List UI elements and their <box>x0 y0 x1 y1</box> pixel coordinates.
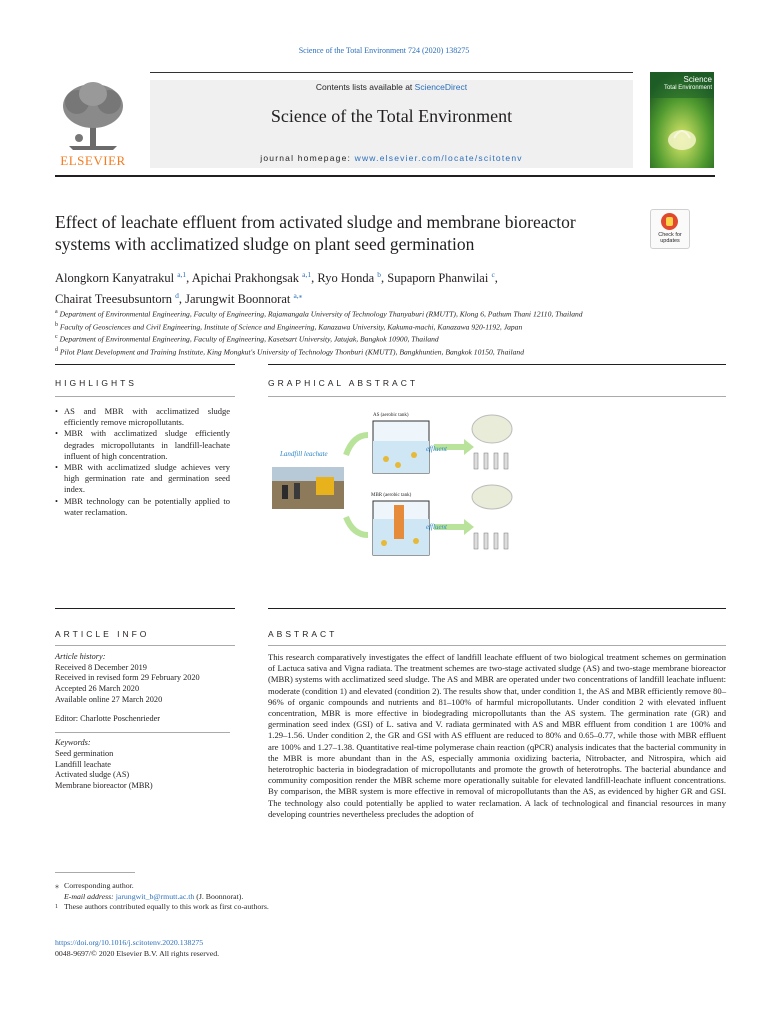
as-tank-label: AS (aerobic tank) <box>373 413 409 418</box>
email-label: E-mail address: <box>64 891 116 901</box>
equal-contribution-text: These authors contributed equally to this work as first co-authors. <box>64 902 269 911</box>
landfill-label: Landfill leachate <box>280 450 328 458</box>
affiliation-list <box>55 307 715 357</box>
email-suffix: (J. Boonnorat). <box>194 891 244 901</box>
cover-title-1: Science <box>683 75 712 84</box>
keyword-item: Activated sludge (AS) <box>55 770 130 780</box>
crossmark-icon <box>661 213 678 230</box>
author-name[interactable]: Alongkorn Kanyatrakul <box>55 271 175 286</box>
sciencedirect-link[interactable]: ScienceDirect <box>414 82 468 92</box>
corresponding-author-text: Corresponding author. <box>64 881 134 890</box>
author-name[interactable]: Chairat Treesubsuntorn <box>55 292 173 307</box>
check-badge-line2: updates <box>660 238 680 244</box>
graphical-abstract-image <box>268 405 538 570</box>
affiliation-text: Faculty of Geosciences and Civil Engineering, Institute of Science and Engineering, Kanazawa University, Kakuma-machi, Kanazawa 920-1192, Japan <box>59 322 523 332</box>
keyword-item: Membrane bioreactor (MBR) <box>55 781 153 791</box>
graphical-abstract-top-rule <box>268 364 726 365</box>
keyword-item: Landfill leachate <box>55 759 111 769</box>
history-item: Available online 27 March 2020 <box>55 694 163 704</box>
abstract-top-rule <box>268 608 726 609</box>
author-name[interactable]: Supaporn Phanwilai <box>387 271 489 286</box>
elsevier-logo <box>55 78 131 166</box>
affiliation-mark: d <box>55 346 58 353</box>
highlights-list <box>55 406 230 518</box>
author-affiliation-mark[interactable]: b <box>377 270 382 279</box>
contents-prefix: Contents lists available at <box>315 82 415 92</box>
affiliation-text: Pilot Plant Development and Training Institute, King Mongkut's University of Technology Thonburi (KMUTT), Bangkhuntien, Bangkok 10150, Thailand <box>59 347 525 357</box>
masthead-top-rule <box>150 72 633 73</box>
corresponding-author-note <box>55 881 455 892</box>
highlights-sub-rule <box>55 396 235 397</box>
author-affiliation-mark[interactable]: c <box>491 270 495 279</box>
article-info-sub-rule <box>55 645 235 646</box>
history-item: Accepted 26 March 2020 <box>55 684 140 694</box>
author-name[interactable]: Ryo Honda <box>317 271 375 286</box>
affiliation-mark: a <box>55 309 58 315</box>
doi-link[interactable]: https://doi.org/10.1016/j.scitotenv.2020.138275 <box>55 938 204 947</box>
homepage-line <box>150 153 633 163</box>
effluent-label: effluent <box>426 523 447 531</box>
keywords-label: Keywords: <box>55 738 91 748</box>
author-affiliation-mark[interactable]: a,⁎ <box>293 291 303 301</box>
footnote-mark: ⁎ <box>55 881 59 890</box>
affiliation-item <box>55 332 715 345</box>
effluent-label: effluent <box>426 445 447 453</box>
publisher-wordmark: ELSEVIER <box>60 153 126 168</box>
affiliation-mark: b <box>55 321 58 328</box>
footnote-rule <box>55 872 135 873</box>
page-footer <box>55 938 455 959</box>
article-info-heading: ARTICLE INFO <box>55 629 150 639</box>
affiliation-mark: c <box>55 334 58 341</box>
mbr-tank-label: MBR (aerobic tank) <box>371 493 412 498</box>
highlights-heading: HIGHLIGHTS <box>55 378 137 388</box>
copyright-line: 0048-9697/© 2020 Elsevier B.V. All rights reserved. <box>55 948 220 958</box>
abstract-body: This research comparatively investigates the effect of landfill leachate effluent of two biological treatment schemes on germination of Lactuca sativa and Vigna radiata. The treatment schemes are two-stage activated sludge (AS) and two-stage membrane bioreactor (MBR) systems with acclimatized seed sludge. The AS and MBR are operated under two concentrations of landfill leachate influent: moderate (condition 1) and elevated (condition 2). The results show that, under condition 1, the AS and MBR efficiently remove 80–96% of organic compounds and nutrients and 81–100% of harmful micropollutants. Under condition 2 with elevated influent concentration, MBR is more effective in biodegrading micropollutants than the AS system. The germination rate (GR) and germination seed index (GSI) of L. sativa and V. radiata germinated with AS and MBR effluent from condition 1 are 100% and 1.29–1.56. Under condition 2, the GR and GSI with AS effluent are reduced to 80% and 0.65–0.77, while those with MBR effluent are 100% and 1.27–1.38. Quantitative real-time polymerase chain reaction (qPCR) analysis indicates that the bacterial community in the MBR is more abundant than in the AS, especially ammonia oxidizing bacteria, Nitrobacter, and Nitrospira, which aid heterotrophic bacteria in biodegradation of micropollutants and promote the growth of heterotrophs. The bacterial abundance and community composition render the MBR scheme more operationally suitable for elevated landfill-leachate influent concentrations. By comparison, the MBR system is more effective in removal of micropollutants than the AS, as evidenced by higher GR and GSI. The technology also could potentially be applied to water reclamation. A lack of technological and financial resources in many developing countries nevertheless precludes the adoption of <box>268 652 726 819</box>
abstract-sub-rule <box>268 645 726 646</box>
journal-cover-thumbnail[interactable] <box>650 72 714 168</box>
abstract-heading: ABSTRACT <box>268 629 338 639</box>
author-name[interactable]: Jarungwit Boonnorat <box>185 292 291 307</box>
footnote-mark: 1 <box>55 904 58 910</box>
article-info <box>55 652 230 792</box>
affiliation-text: Department of Environmental Engineering, Faculty of Engineering, Rajamangala University of Technology Thanyaburi (RMUTT), Klong 6, Pathum Thani 12110, Thailand <box>59 309 583 319</box>
check-for-updates-badge[interactable] <box>650 209 690 249</box>
article-info-top-rule <box>55 608 235 609</box>
author-list: Alongkorn Kanyatrakul $^{a,1}$, Apichai Prakhongsak $^{a,1}$, Ryo Honda $^b$, Supaporn Phanwilai $^c$, Chairat Treesubsuntorn $^d$, Jarungwit Boonnorat $^{a,⁎}$ <box>55 270 498 307</box>
affiliation-item <box>55 320 715 333</box>
author-affiliation-mark[interactable]: a,1 <box>302 270 312 279</box>
footnotes <box>55 881 455 913</box>
journal-reference[interactable]: Science of the Total Environment 724 (2020) 138275 <box>298 46 470 55</box>
keywords-rule <box>55 732 230 733</box>
homepage-link[interactable]: www.elsevier.com/locate/scitotenv <box>354 153 523 163</box>
affiliation-item <box>55 345 715 358</box>
highlights-top-rule <box>55 364 235 365</box>
article-history-label: Article history: <box>55 652 106 661</box>
author-name[interactable]: Apichai Prakhongsak <box>191 271 300 286</box>
check-badge-line1: Check for <box>658 232 682 238</box>
highlight-item: • MBR technology can be potentially applied to water reclamation. <box>55 496 230 518</box>
highlight-item: • MBR with acclimatized sludge achieves very high germination rate and germination seed index. <box>55 462 230 496</box>
article-title: Effect of leachate effluent from activated sludge and membrane bioreactor systems with acclimatized sludge on plant seed germination <box>55 212 576 254</box>
graphical-abstract-heading: GRAPHICAL ABSTRACT <box>268 378 419 388</box>
homepage-prefix: journal homepage: <box>260 153 355 163</box>
cover-title-2: Total Environment <box>663 85 712 91</box>
graphical-abstract-sub-rule <box>268 396 726 397</box>
graphical-abstract-figure[interactable] <box>268 405 538 570</box>
affiliation-item <box>55 307 715 320</box>
highlight-item: • AS and MBR with acclimatized sludge efficiently remove micropollutants. <box>55 406 230 428</box>
highlight-item: • MBR with acclimatized sludge efficiently degrades micropollutants in landfill-leachate influent of high concentration. <box>55 428 230 462</box>
journal-title: Science of the Total Environment <box>270 106 513 126</box>
contents-line <box>150 82 633 92</box>
email-note <box>55 892 455 903</box>
keyword-item: Seed germination <box>55 748 114 758</box>
history-item: Received in revised form 29 February 2020 <box>55 673 200 683</box>
editor-line: Editor: Charlotte Poschenrieder <box>55 713 161 723</box>
author-affiliation-mark[interactable]: d <box>175 291 179 301</box>
author-affiliation-mark[interactable]: a,1 <box>177 270 187 279</box>
email-link[interactable]: jarungwit_b@rmutt.ac.th <box>115 891 195 901</box>
history-item: Received 8 December 2019 <box>55 662 147 672</box>
header-bottom-rule <box>55 175 715 177</box>
equal-contribution-note <box>55 902 455 913</box>
affiliation-text: Department of Environmental Engineering, Faculty of Engineering, Kasetsart University, Jatujak, Bangkok 10900, Thailand <box>59 334 439 344</box>
